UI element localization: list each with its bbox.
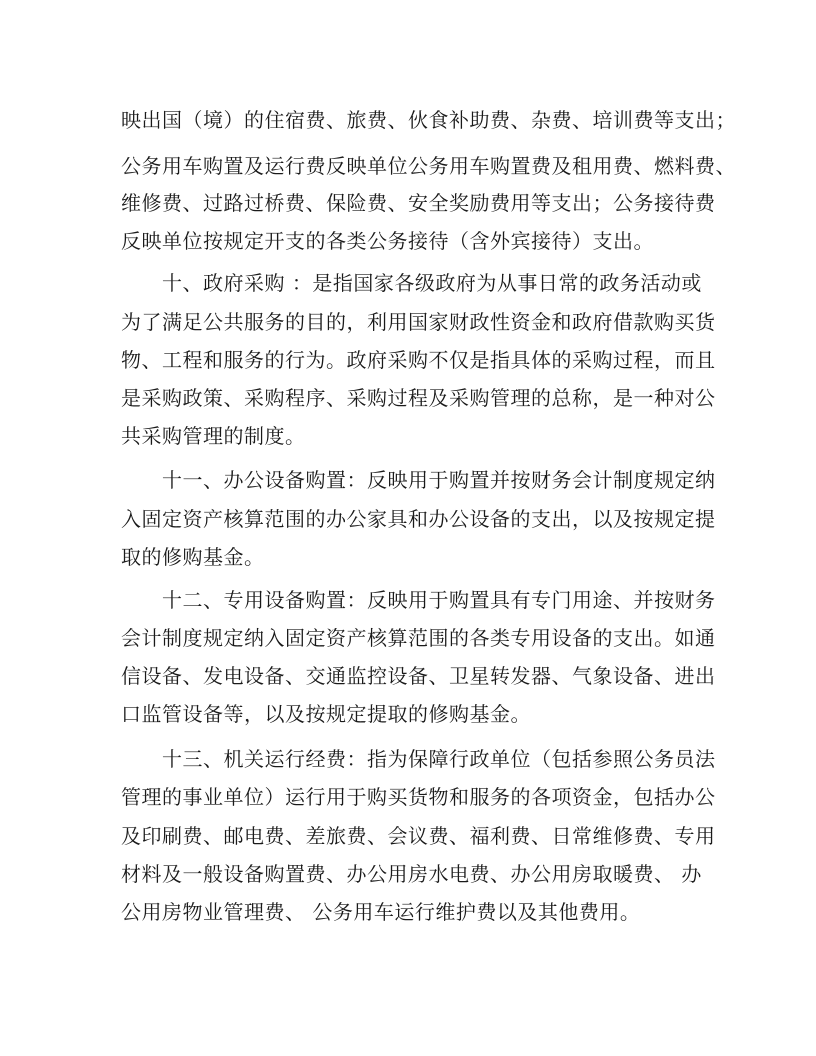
text-line: 入固定资产核算范围的办公家具和办公设备的支出，以及按规定提 bbox=[121, 507, 716, 531]
text-line: 物、工程和服务的行为。政府采购不仅是指具体的采购过程，而且 bbox=[121, 348, 716, 372]
text-line: 材料及一般设备购置费、办公用房水电费、办公用房取暖费、 办 bbox=[121, 862, 702, 886]
text-line: 是采购政策、采购程序、采购过程及采购管理的总称，是一种对公 bbox=[121, 386, 716, 410]
text-line: 及印刷费、邮电费、差旅费、会议费、福利费、日常维修费、专用 bbox=[121, 824, 716, 848]
text-line: 映出国（境）的住宿费、旅费、伙食补助费、杂费、培训费等支出； bbox=[121, 108, 736, 132]
text-line: 反映单位按规定开支的各类公务接待（含外宾接待）支出。 bbox=[121, 229, 654, 253]
text-line: 公用房物业管理费、 公务用车运行维护费以及其他费用。 bbox=[121, 900, 641, 924]
paragraph-start-line: 十一、办公设备购置：反映用于购置并按财务会计制度规定纳 bbox=[162, 468, 716, 492]
text-line: 为了满足公共服务的目的，利用国家财政性资金和政府借款购买货 bbox=[121, 310, 716, 334]
text-line: 会计制度规定纳入固定资产核算范围的各类专用设备的支出。如通 bbox=[121, 626, 716, 650]
text-line: 管理的事业单位）运行用于购买货物和服务的各项资金，包括办公 bbox=[121, 785, 716, 809]
text-line: 公务用车购置及运行费反映单位公务用车购置费及租用费、燃料费、 bbox=[121, 154, 736, 178]
text-line: 口监管设备等，以及按规定提取的修购基金。 bbox=[121, 702, 531, 726]
paragraph-start-line: 十三、机关运行经费：指为保障行政单位（包括参照公务员法 bbox=[162, 747, 716, 771]
text-line: 信设备、发电设备、交通监控设备、卫星转发器、气象设备、进出 bbox=[121, 664, 716, 688]
text-line: 共采购管理的制度。 bbox=[121, 424, 306, 448]
paragraph-start-line: 十二、专用设备购置：反映用于购置具有专门用途、并按财务 bbox=[162, 588, 716, 612]
text-line: 取的修购基金。 bbox=[121, 545, 265, 569]
paragraph-start-line: 十、政府采购 ：是指国家各级政府为从事日常的政务活动或 bbox=[162, 271, 702, 295]
text-line: 维修费、过路过桥费、保险费、安全奖励费用等支出；公务接待费 bbox=[121, 191, 716, 215]
